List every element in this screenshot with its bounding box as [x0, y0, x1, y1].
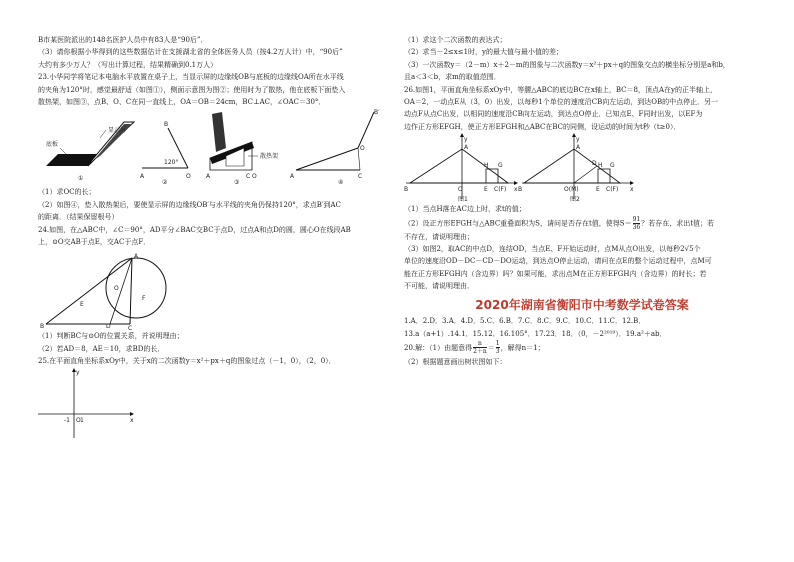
- caption-4: ④: [338, 179, 344, 187]
- svg-text:O: O: [114, 285, 119, 293]
- text-line: 边作正方形EFGH，使正方形EFGH和△ABC在BC的同侧，设运动的时间为t秒（t≥0）．: [404, 122, 681, 131]
- right-column: [404, 34, 760, 368]
- caption-fig1: 图1: [458, 196, 468, 204]
- question-text-block: [38, 330, 392, 367]
- text-line: （1）判断BC与⊙O的位置关系，并说明理由；: [38, 332, 184, 341]
- q26-part3-line1: （3）如图2，取AC的中点D，连结OD，当点E、F开始运动时，点M从点O出发，以每秒2√5个: [404, 245, 701, 254]
- left-column: [38, 34, 392, 438]
- figure-24: [38, 248, 392, 330]
- solution-20: [404, 340, 760, 356]
- svg-text:H: H: [484, 162, 489, 170]
- svg-text:F: F: [142, 295, 146, 303]
- answer-line-1: 1.A．2.D．3.A．4.D．5.C．6.B．7.C．8.C．9.C．10.C．11.C．12.B．: [404, 317, 646, 326]
- text-line: （1）求这个二次函数的表达式；: [404, 36, 507, 44]
- text-line: 大约有多少万人？（写出计算过程，结果精确到0.1万人）: [38, 60, 218, 69]
- text-line: （2）求当－2≤x≤1时，y的最大值与最小值的差；: [404, 48, 563, 57]
- text-line: 且a＜3＜b，求m的取值范围．: [404, 73, 501, 82]
- svg-text:B: B: [518, 186, 523, 194]
- answer-title: 2020年湖南省衡阳市中考数学试卷答案: [475, 297, 689, 312]
- text-line: （1）求OC的长；: [38, 188, 96, 197]
- svg-text:A: A: [206, 173, 211, 181]
- q26-part2-text: （2）设正方形EFGH与△ABC重叠面积为S，请问是否存在t值，使得S＝: [404, 219, 632, 228]
- svg-text:E: E: [484, 186, 488, 194]
- svg-text:A: A: [290, 173, 295, 181]
- label-base: 底板: [46, 141, 59, 149]
- frac-denominator: 3: [495, 348, 500, 356]
- fraction-n: [473, 340, 487, 355]
- figure-24-row: [38, 248, 392, 330]
- text-line: （2）如图④，垫入散热架后，要使显示屏的边缘线OB′与水平线的夹角仍保持120°，求点B′到AC: [38, 200, 341, 209]
- svg-text:-1: -1: [64, 416, 70, 424]
- text-line: 23.小华同学将笔记本电脑水平放置在桌子上，当显示屏的边缘线OB与底板的边缘线OA所在水平线: [38, 73, 344, 82]
- svg-text:B: B: [404, 186, 409, 194]
- sol20-end: ，解得n＝1；: [500, 343, 545, 352]
- figure-25-axes: [38, 368, 392, 438]
- text-line: 的夹角为120°时，感觉最舒适（如图①），侧面示意图为图②；使用时为了散热，他在底板下面垫入: [38, 85, 346, 94]
- sol20-equals: ＝: [487, 343, 495, 352]
- fraction-91-36: [633, 216, 641, 231]
- svg-text:A: A: [134, 253, 139, 261]
- svg-text:H: H: [598, 162, 603, 170]
- svg-text:E: E: [596, 186, 600, 194]
- svg-text:C: C: [246, 173, 251, 181]
- svg-text:G: G: [610, 162, 615, 170]
- text-line: 24.如图，在△ABC中，∠C＝90°，AD平分∠BAC交BC于点D，过点A和点D的圆，圆心O在线段AB: [38, 225, 351, 234]
- q26-part2-tail: ？若存在，求出t值；若: [641, 219, 715, 228]
- svg-text:O: O: [252, 173, 257, 181]
- q26-part2: [404, 216, 760, 231]
- q26-part2-line2: 不存在，请说明理由；: [404, 232, 474, 241]
- svg-text:C(F): C(F): [494, 186, 507, 194]
- figure-23: [38, 108, 392, 186]
- solution-20-2: （2）根据题意画出树状图如下：: [404, 357, 507, 366]
- text-line: （2）若AD＝8，AE＝10，求BD的长．: [38, 344, 165, 353]
- caption-2: ②: [162, 179, 168, 187]
- frac-denominator: 36: [632, 223, 641, 231]
- question-text-block: [38, 186, 392, 248]
- svg-text:C: C: [128, 325, 133, 331]
- figure-4: [290, 109, 380, 186]
- svg-text:B: B: [40, 323, 45, 331]
- frac-denominator: 2＋n: [473, 348, 487, 356]
- frac-numerator: n: [473, 340, 487, 348]
- frac-numerator: 91: [632, 215, 641, 223]
- figure-26-1: [404, 133, 518, 203]
- text-line: 26.如图1，平面直角坐标系xOy中，等腰△ABC的底边BC在x轴上，BC＝8，顶点A在y的正半轴上，: [404, 85, 717, 94]
- figure-23-row: [38, 108, 392, 186]
- answer-line-2: 13.a（a+1）.14.1．15.12．16.105°．17.23．18．（0，－2²⁰¹⁹）．19.a²＋ab．: [404, 329, 667, 338]
- text-line: 25.在平面直角坐标系xOy中，关于x的二次函数y＝x²＋px＋q的图象过点（－1，0），（2，0）．: [38, 357, 336, 366]
- text-line: 上，⊙O交AB于点E，交AC于点F．: [38, 238, 151, 247]
- svg-text:E: E: [80, 301, 84, 309]
- q26-part3-line3: 能在正方形EFGH内（含边界）吗？如果可能，求出点M在正方形EFGH内（含边界）的时长；若: [404, 269, 707, 278]
- label-angle: 120°: [164, 159, 179, 167]
- text-line: 的距离．（结果保留根号）: [38, 213, 119, 222]
- text-line: （3）一次函数y＝（2－m）x＋2－m的图象与二次函数y＝x²＋px＋q的图象交点的横坐标分别是a和b，: [404, 60, 730, 69]
- label-heat: 散热架: [260, 153, 279, 161]
- angle-figure: [140, 121, 191, 186]
- svg-text:x: x: [514, 186, 518, 194]
- svg-text:A: A: [464, 144, 469, 152]
- q26-part1: （1）当点H落在AC边上时，求t的值；: [404, 205, 526, 214]
- label-screen: 显示屏: [108, 127, 127, 135]
- fraction-1-3: [496, 340, 500, 355]
- svg-text:D: D: [106, 323, 111, 331]
- svg-text:y: y: [76, 368, 80, 376]
- text-line: （3）请你根据小华得到的这些数据估计在支援湖北省的全体医务人员（按4.2万人计）中，“90后”: [38, 48, 343, 57]
- svg-text:O: O: [458, 186, 463, 194]
- text-line: B市某医院派出的148名医护人员中有83人是“90后”．: [38, 36, 208, 44]
- svg-text:x: x: [630, 186, 634, 194]
- sol20-pre: 20.解：（1）由题意得: [404, 343, 473, 352]
- svg-text:O: O: [76, 416, 81, 424]
- figure-26-row: [404, 133, 760, 203]
- text-line: 散热架，如图③，点B、O、C在同一直线上，OA＝OB＝24cm，BC⊥AC，∠OAC＝30°．: [38, 98, 326, 107]
- laptop-figure: [46, 122, 134, 182]
- svg-text:1: 1: [80, 416, 84, 424]
- frac-numerator: 1: [495, 340, 500, 348]
- caption-fig2: 图2: [570, 196, 580, 204]
- svg-text:y: y: [464, 136, 468, 144]
- svg-text:y: y: [576, 136, 580, 144]
- svg-text:D: D: [592, 160, 597, 168]
- svg-text:B: B: [164, 121, 169, 129]
- question-text-block: [38, 34, 392, 108]
- svg-text:C(F): C(F): [606, 186, 619, 194]
- svg-text:O(M): O(M): [564, 186, 579, 194]
- heat-sink-figure: [206, 112, 278, 186]
- caption-3: ③: [234, 179, 240, 187]
- svg-text:x: x: [130, 416, 134, 424]
- svg-text:O: O: [186, 173, 191, 181]
- svg-text:A: A: [140, 173, 145, 181]
- svg-text:C: C: [358, 173, 363, 181]
- figure-26: [404, 133, 760, 203]
- q26-part3-line4: 不可能，请说明理由．: [404, 282, 474, 291]
- q26-part3-line2: 单位的速度沿OD－DC－CD－DO运动，到达点O停止运动，请问在点E的整个运动过程中，点M可: [404, 257, 712, 266]
- question-text-block: [404, 34, 760, 133]
- svg-text:G: G: [498, 162, 503, 170]
- svg-text:O: O: [360, 145, 365, 153]
- caption-1: ①: [78, 175, 84, 183]
- text-line: 动点F从点C出发，以相同的速度沿CB向左运动，到达点O停止．已知点E、F同时出发，以EF为: [404, 110, 703, 119]
- text-line: OA＝2，一动点E从（3，0）出发，以每秒1个单位的速度沿CB向左运动，到达OB的中点停止．另一: [404, 98, 719, 107]
- svg-text:A: A: [576, 144, 581, 152]
- figure-25-row: [38, 368, 392, 438]
- svg-text:B′: B′: [374, 109, 380, 117]
- figure-26-2: [518, 133, 634, 203]
